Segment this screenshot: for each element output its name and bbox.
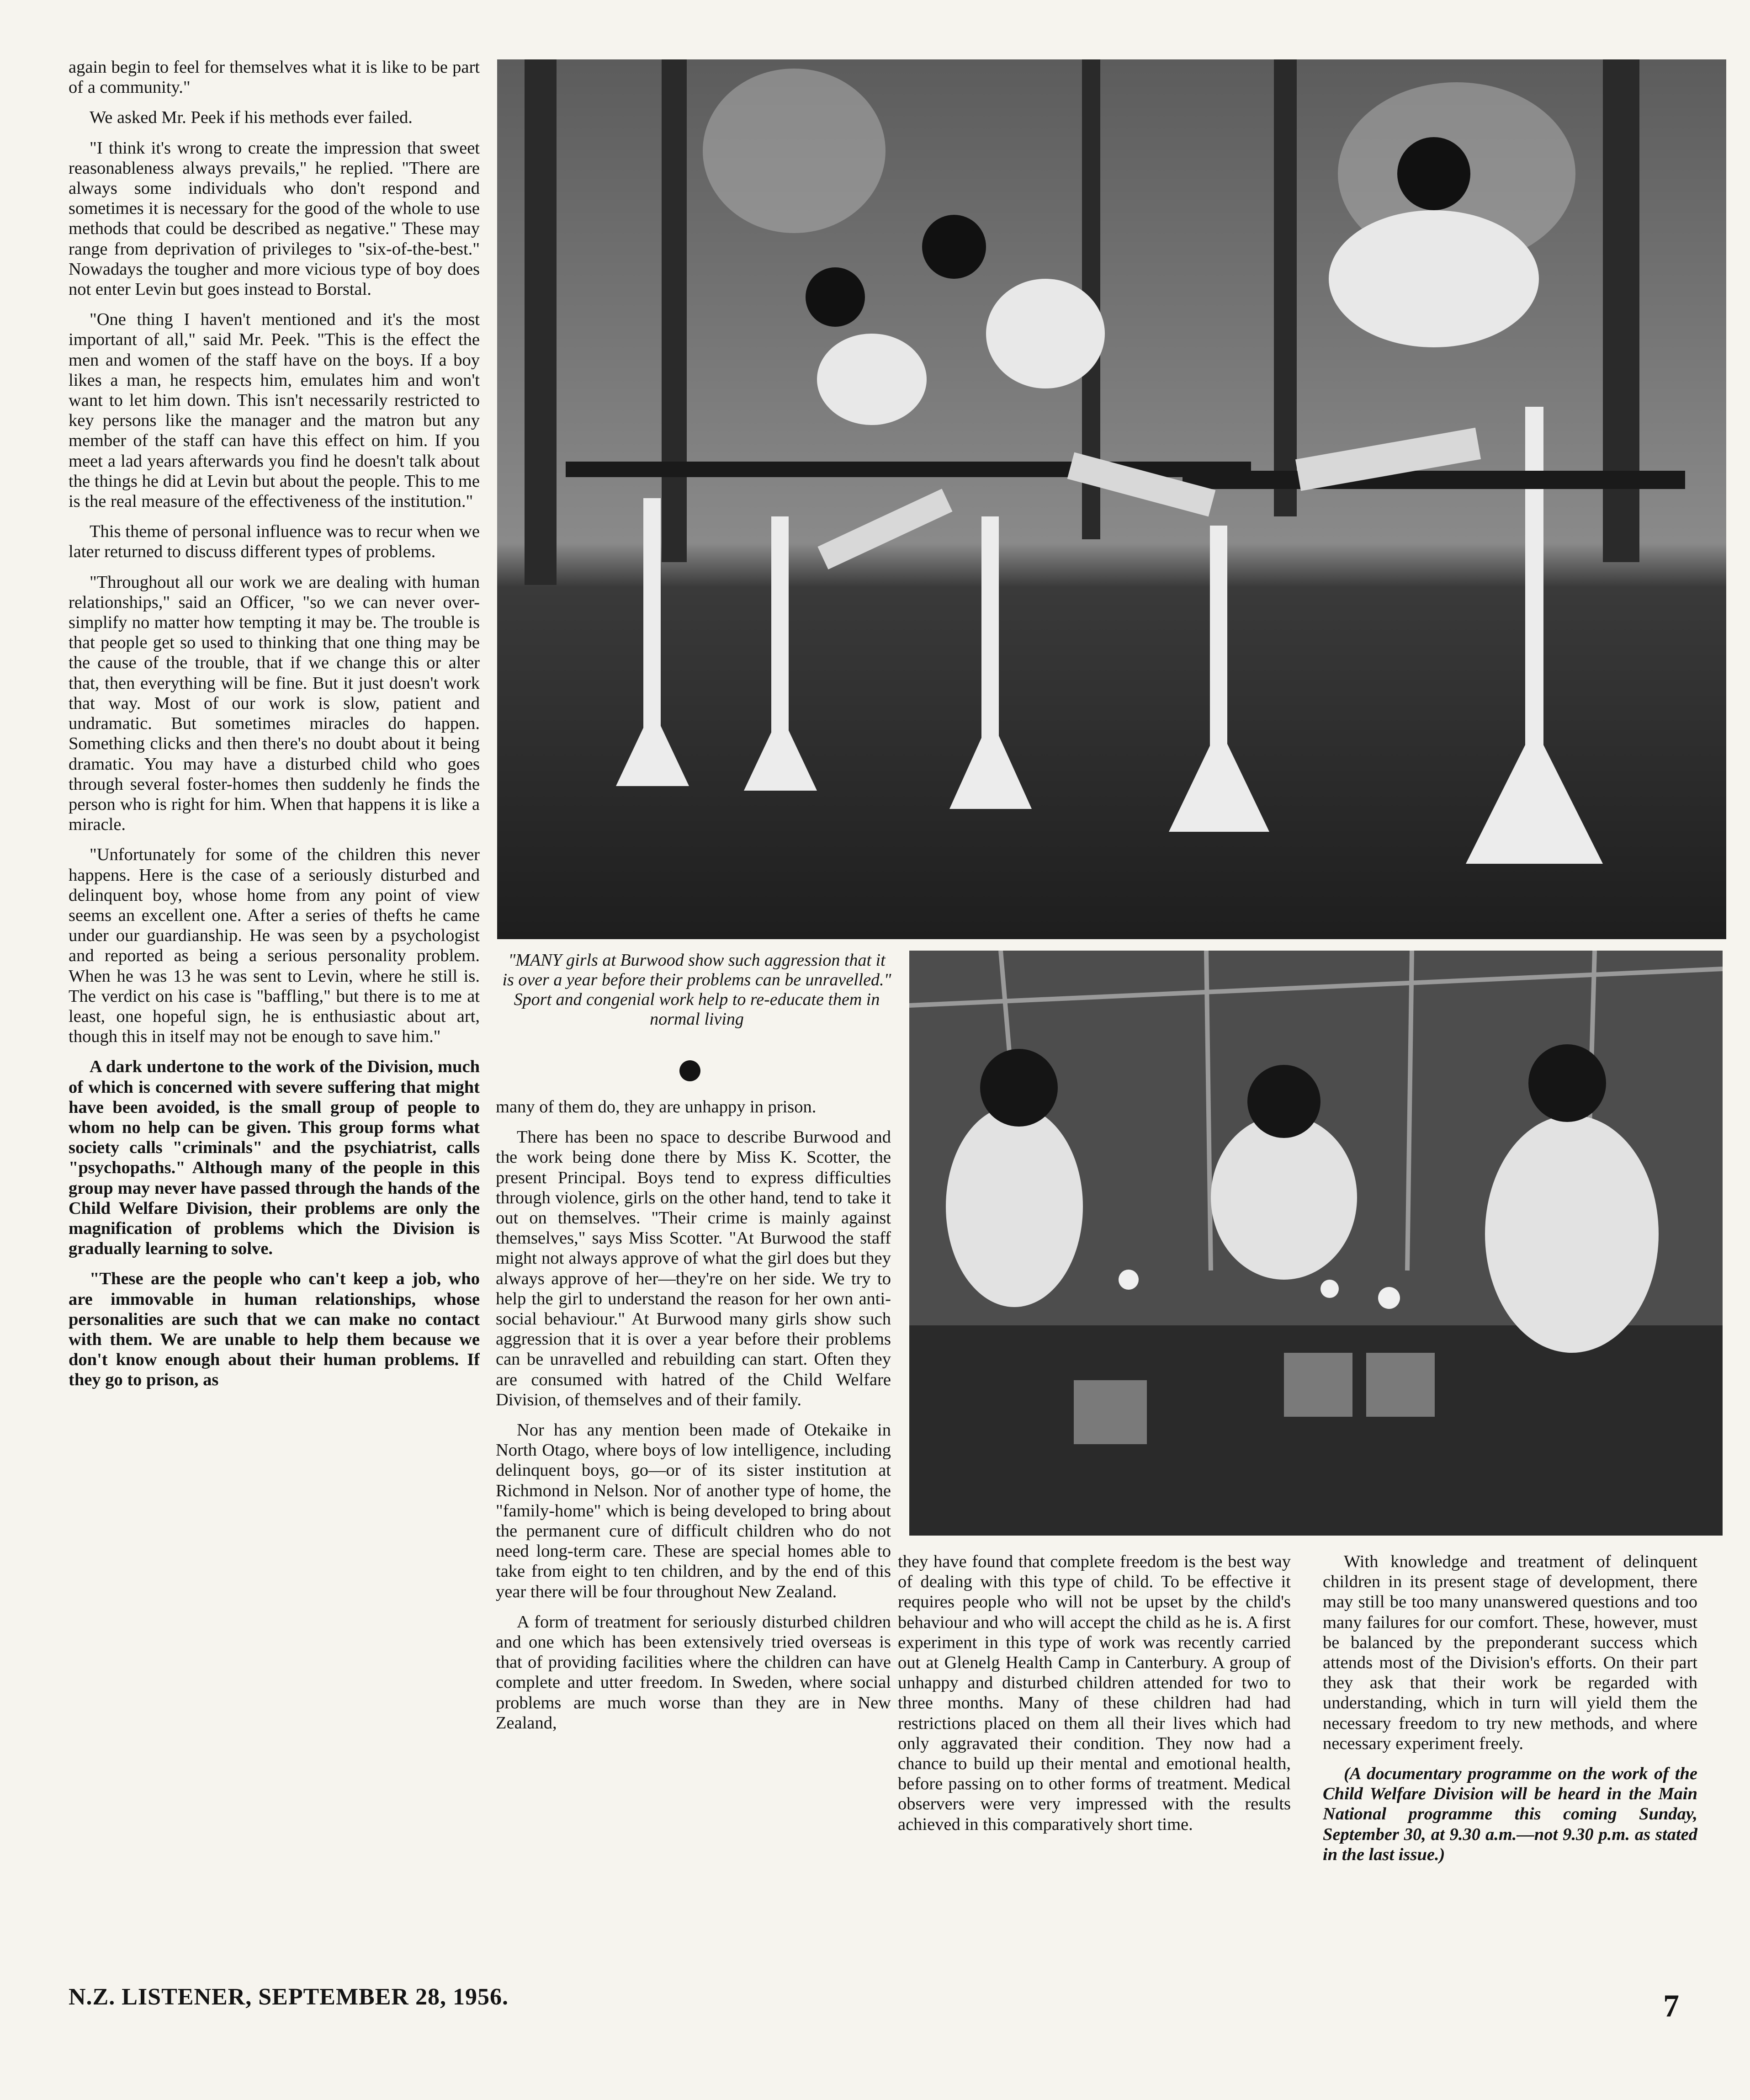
- article-column-4: [1323, 1552, 1697, 2063]
- paragraph: "These are the people who can't keep a job, who are immovable in human relationships, whose personalities are such that we can make no contact with them. We are unable to help them because we don't know enough about their human problems. If they go to prison, as: [69, 1269, 480, 1390]
- hurdles-photo-illustration: [497, 59, 1726, 939]
- photo-girls-hurdling: [497, 59, 1726, 939]
- paragraph: "Throughout all our work we are dealing with human relationships," said an Officer, "so we can never over-simplify no matter how tempting it may be. The trouble is that people get so used to thinking that one thing may be the cause of the trouble, that if we change this or alter that, then everything will be fine. But it just doesn't work that way. Most of our work is slow, patient and undramatic. But sometimes miracles do happen. Something clicks and then there's no doubt about it being dramatic. You may have a disturbed child who goes through several foster-homes then suddenly he finds the person who is right for him. When that happens it is like a miracle.: [69, 572, 480, 835]
- paragraph: many of them do, they are unhappy in prison.: [496, 1097, 817, 1116]
- article-column-3: [898, 1552, 1291, 2009]
- paragraph: they have found that complete freedom is the best way of dealing with this type of child. To be effective it requires people who will not be upset by the child's behaviour and who will accept the child as he is. A first experiment in this type of work was recently carried out at Glenelg Health Camp in Canterbury. A group of unhappy and disturbed children attended for two to three months. Many of these children had had restrictions placed on them all their lives which had only aggravated their condition. They now had a chance to build up their mental and emotional health, before passing on to other forms of treatment. Medical observers were very impressed with the results achieved in this comparatively short time.: [898, 1552, 1291, 1834]
- article-column-1: [69, 57, 480, 1949]
- paragraph: again begin to feel for themselves what it is like to be part of a community.": [69, 58, 480, 97]
- paragraph: "I think it's wrong to create the impression that sweet reasonableness always prevails," he replied. "There are always some individuals who don't respond and sometimes it is necessary for the good of the whole to use methods that could be described as negative." These may range from deprivation of privileges to "six-of-the-best." Nowadays the tougher and more vicious type of boy does not enter Levin but goes instead to Borstal.: [69, 138, 480, 299]
- paragraph: This theme of personal influence was to recur when we later returned to discuss different types of problems.: [69, 522, 480, 562]
- masthead-date: N.Z. LISTENER, SEPTEMBER 28, 1956.: [69, 1984, 509, 2010]
- greenhouse-photo-illustration: [909, 951, 1723, 1536]
- paragraph: "One thing I haven't mentioned and it's the most important of all," said Mr. Peek. "This is the effect the men and women of the staff have on the boys. If a boy likes a man, he respects him, emulates him and won't want to let him down. This isn't necessarily restricted to key persons like the manager and the matron but any member of the staff can have this effect on him. If you meet a lad years afterwards you find he doesn't talk about the things he did at Levin but about the people. This to me is the real measure of the effectiveness of the institution.": [69, 310, 480, 511]
- programme-note: (A documentary programme on the work of the Child Welfare Division will be heard in the Main National programme this coming Sunday, September 30, at 9.30 a.m.—not 9.30 p.m. as stated in the last issue.): [1323, 1764, 1697, 1864]
- paragraph: We asked Mr. Peek if his methods ever failed.: [90, 108, 413, 128]
- article-column-2: [496, 1097, 891, 1997]
- paragraph: With knowledge and treatment of delinquent children in its present stage of development, there may still be too many unanswered questions and too many failures for our comfort. These, however, must be balanced by the preponderant success which attends most of the Division's efforts. On their part they ask that their work be regarded with understanding, which in turn will yield them the necessary freedom to try new methods, and where necessary experiment freely.: [1323, 1552, 1697, 1753]
- paragraph: A form of treatment for seriously disturbed children and one which has been extensively tried overseas is that of providing facilities where the children can have complete and utter freedom. In Sweden, where social problems are much worse than they are in New Zealand,: [496, 1612, 891, 1733]
- page-number: 7: [1663, 1988, 1679, 2024]
- photo-caption: "MANY girls at Burwood show such aggression that it is over a year before their problems can be unravelled." Sport and congenial work help to re-educate them in normal living: [502, 951, 891, 1029]
- photo-girls-greenhouse: [909, 951, 1723, 1536]
- paragraph: "Unfortunately for some of the children this never happens. Here is the case of a seriously disturbed and delinquent boy, whose home from any point of view seems an excellent one. After a series of thefts he came under our guardianship. He was seen by a psychologist and reported as being a serious personality problem. When he was 13 he was sent to Levin, where he still is. The verdict on his case is "baffling," but there is to me at least, one hopeful sign, he is enthusiastic about art, though this in itself may not be enough to save him.": [69, 845, 480, 1047]
- paragraph: Nor has any mention been made of Otekaike in North Otago, where boys of low intelligence, including delinquent boys, go—or of its sister institution at Richmond in Nelson. Nor of another type of home, the "family-home" which is being developed to bring about the permanent cure of difficult children who do not need long-term care. These are special homes able to take from eight to ten children, and by the end of this year there will be four throughout New Zealand.: [496, 1420, 891, 1601]
- paragraph: There has been no space to describe Burwood and the work being done there by Miss K. Scotter, the present Principal. Boys tend to express difficulties through violence, girls on the other hand, tend to take it out on themselves. "Their crime is mainly against themselves," says Miss Scotter. "At Burwood the staff might not always approve of what the girl does but they always approve of her—they're on her side. We try to help the girl to understand the reason for her own anti-social behaviour." At Burwood many girls show such aggression that it is over a year before their problems can be unravelled and rebuilding can start. Often they are consumed with hatred of the Child Welfare Division, of themselves and of their family.: [496, 1127, 891, 1409]
- paragraph: A dark undertone to the work of the Division, much of which is concerned with severe suffering that might have been avoided, is the small group of people to whom no help can be given. This group forms what society calls "criminals" and the psychiatrist, calls "psychopaths." Although many of the people in this group may never have passed through the hands of the Child Welfare Division, their problems are only the magnification of problems which the Division is gradually learning to solve.: [69, 1057, 480, 1259]
- section-bullet-icon: [679, 1060, 700, 1081]
